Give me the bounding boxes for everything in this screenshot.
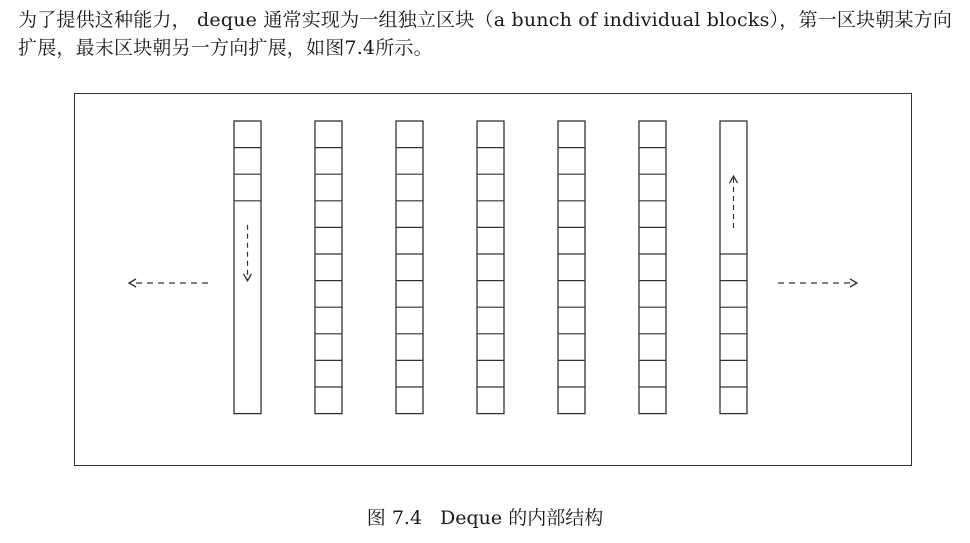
deque-block-4: [477, 121, 504, 414]
deque-block-7: [720, 121, 747, 414]
deque-figure: [74, 93, 912, 466]
figure-number: 图 7.4: [366, 507, 423, 529]
deque-block-1: [234, 121, 261, 414]
figure-title: Deque 的内部结构: [440, 507, 604, 529]
body-paragraph: 为了提供这种能力， deque 通常实现为一组独立区块（a bunch of individual blocks），第一区块朝某方向扩展，最末区块朝另一方向扩展，如图7.4所示。: [18, 9, 953, 59]
figure-caption: [0, 506, 970, 530]
deque-block-6: [639, 121, 666, 414]
deque-diagram: [75, 94, 911, 465]
deque-block-5: [558, 121, 585, 414]
deque-block-3: [396, 121, 423, 414]
deque-block-2: [315, 121, 342, 414]
